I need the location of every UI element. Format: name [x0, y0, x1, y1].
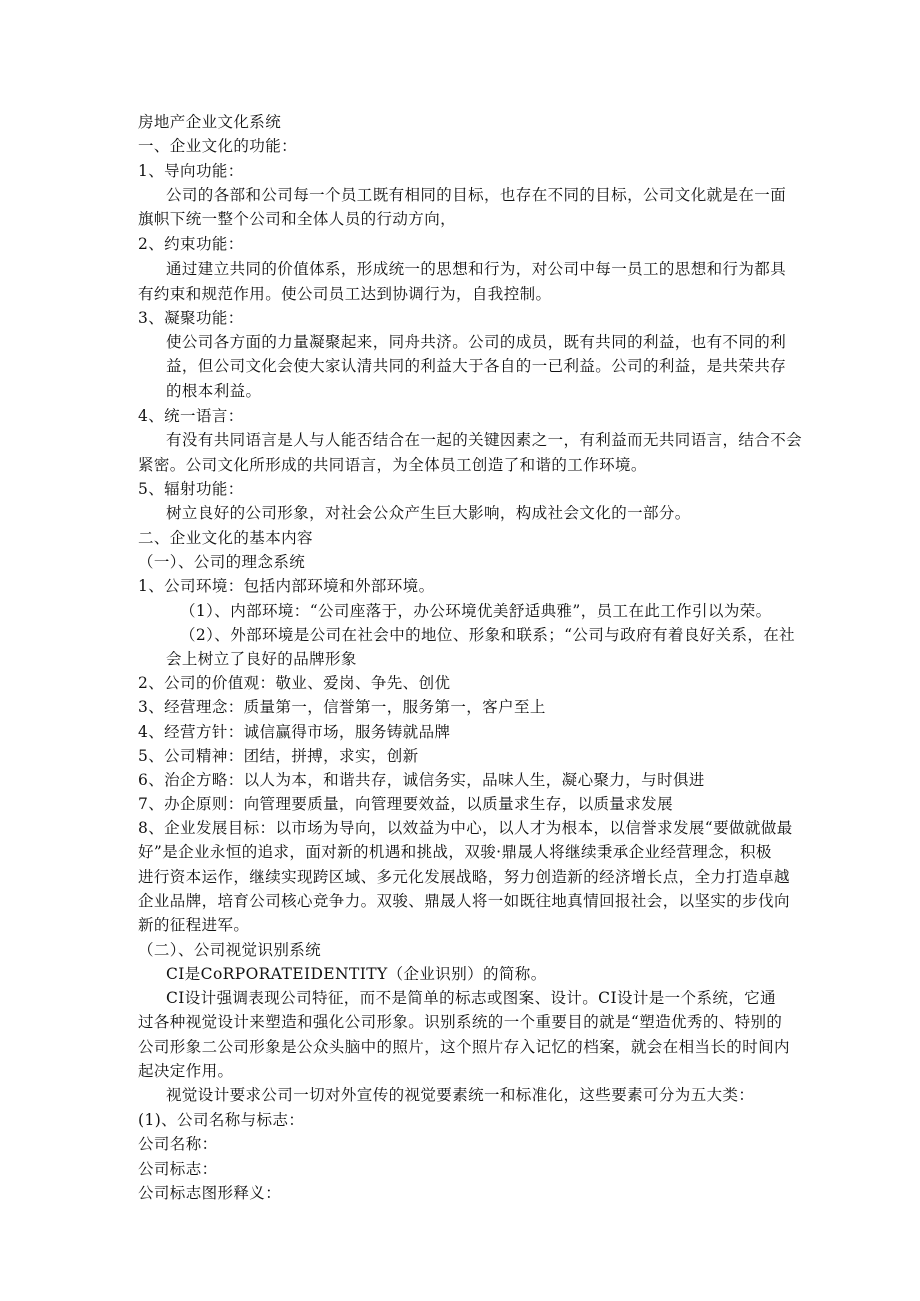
paragraph-line: 使公司各方面的力量凝聚起来，同舟共济。公司的成员，既有共同的利益，也有不同的利: [166, 333, 787, 351]
paragraph-line: 公司的各部和公司每一个员工既有相同的目标，也存在不同的目标，公司文化就是在一面: [166, 186, 787, 204]
list-item: 4、经营方针：诚信赢得市场，服务铸就品牌: [138, 723, 451, 741]
paragraph-line: 过各种视觉设计来塑造和强化公司形象。识别系统的一个重要目的就是“塑造优秀的、特别的: [138, 1013, 783, 1031]
paragraph-line: 的根本利益。: [166, 382, 262, 400]
paragraph-line: 益，但公司文化会使大家认清共同的利益大于各自的一已利益。公司的利益，是共荣共存: [166, 357, 787, 375]
paragraph-line: 进行资本运作，继续实现跨区域、多元化发展战略，努力创造新的经济增长点，全力打造卓越: [138, 868, 790, 886]
field-label: 公司标志：: [138, 1160, 218, 1178]
paragraph-line: 有没有共同语言是人与人能否结合在一起的关键因素之一，有利益而无共同语言，结合不会: [166, 431, 803, 449]
paragraph-line: 紧密。公司文化所形成的共同语言，为全体员工创造了和谐的工作环境。: [138, 456, 647, 474]
list-item: （1）、内部环境：“公司座落于，办公环境优美舒适典雅”，员工在此工作引以为荣。: [180, 602, 772, 620]
paragraph-line: 企业品牌，培育公司核心竞争力。双骏、鼎晟人将一如既往地真情回报社会，以坚实的步伐向: [138, 892, 790, 910]
paragraph-line: 好”是企业永恒的追求，面对新的机遇和挑战，双骏·鼎晟人将继续秉承企业经营理念，积极: [138, 843, 772, 861]
section-heading-1: 一、企业文化的功能：: [138, 137, 298, 155]
paragraph-line: 树立良好的公司形象，对社会公众产生巨大影响，构成社会文化的一部分。: [166, 504, 691, 522]
paragraph-line: CI设计强调表现公司特征，而不是简单的标志或图案、设计。CI设计是一个系统，它通: [166, 989, 776, 1007]
list-item: 1、公司环境：包括内部环境和外部环境。: [138, 577, 435, 595]
list-item: 8、企业发展目标：以市场为导向，以效益为中心，以人才为根本，以信誉求发展“要做就做最: [138, 819, 793, 837]
list-item: 3、经营理念：质量第一，信誉第一，服务第一，客户至上: [138, 698, 546, 716]
paragraph-line: 公司形象二公司形象是公众头脑中的照片，这个照片存入记忆的档案，就会在相当长的时间内: [138, 1038, 790, 1056]
list-item: (1)、公司名称与标志：: [138, 1111, 305, 1129]
field-label: 公司标志图形释义：: [138, 1184, 282, 1202]
subheading-common-language: 4、统一语言：: [138, 407, 244, 425]
subheading-constraint: 2、约束功能：: [138, 235, 244, 253]
paragraph-line: 视觉设计要求公司一切对外宣传的视觉要素统一和标准化，这些要素可分为五大类：: [166, 1086, 755, 1104]
list-item: （2）、外部环境是公司在社会中的地位、形象和联系；“公司与政府有着良好关系，在社: [180, 626, 796, 644]
section-heading-2: 二、企业文化的基本内容: [138, 529, 313, 547]
subheading-radiation: 5、辐射功能：: [138, 480, 244, 498]
paragraph-line: 起决定作用。: [138, 1062, 234, 1080]
field-label: 公司名称：: [138, 1135, 218, 1153]
subsection-heading-visual: （二）、公司视觉识别系统: [138, 941, 322, 959]
list-item: 5、公司精神：团结，拼搏，求实，创新: [138, 747, 419, 765]
list-item: 2、公司的价值观：敬业、爱岗、争先、创优: [138, 674, 451, 692]
paragraph-line: 新的征程进军。: [138, 916, 250, 934]
paragraph-line: 旗帜下统一整个公司和全体人员的行动方向，: [138, 210, 457, 228]
document-title: 房地产企业文化系统: [138, 113, 282, 131]
paragraph-line: CI是CoRPORATEIDENTITY（企业识别）的简称。: [166, 965, 547, 983]
list-item: 7、办企原则：向管理要质量，向管理要效益，以质量求生存，以质量求发展: [138, 795, 673, 813]
subheading-guidance: 1、导向功能：: [138, 162, 244, 180]
paragraph-line: 通过建立共同的价值体系，形成统一的思想和行为，对公司中每一员工的思想和行为都具: [166, 260, 787, 278]
paragraph-line: 有约束和规范作用。使公司员工达到协调行为，自我控制。: [138, 285, 552, 303]
list-item: 6、治企方略：以人为本，和谐共存，诚信务实，品味人生，凝心聚力，与时俱进: [138, 771, 705, 789]
subsection-heading-concept: （一）、公司的理念系统: [138, 553, 306, 571]
list-item: 会上树立了良好的品牌形象: [166, 650, 357, 668]
subheading-cohesion: 3、凝聚功能：: [138, 309, 244, 327]
